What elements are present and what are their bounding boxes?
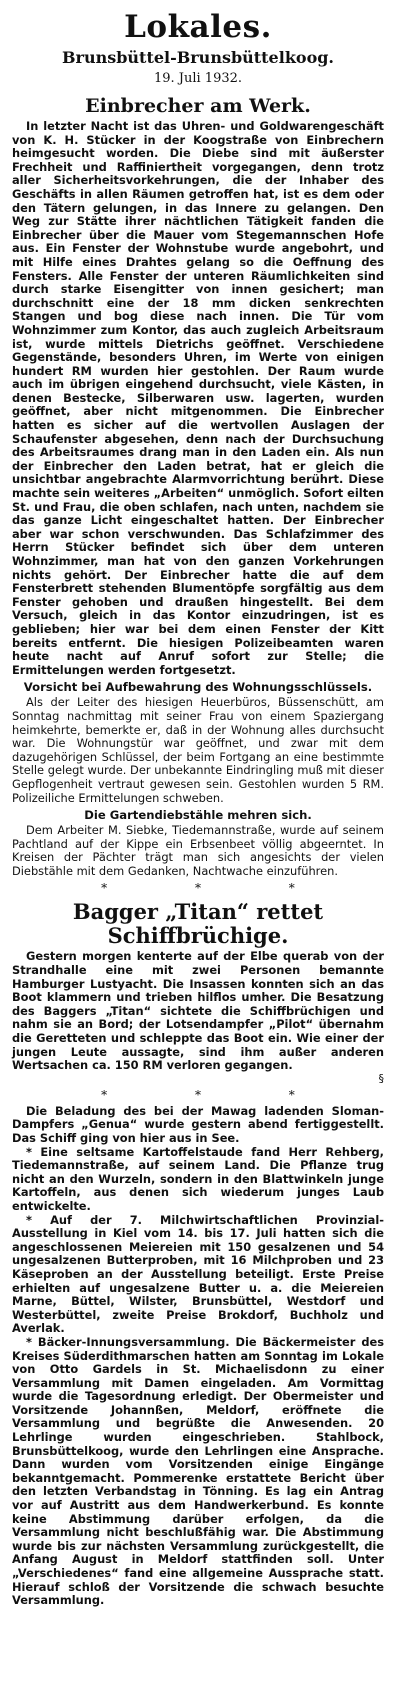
article-heading: Vorsicht bei Aufbewahrung des Wohnungsschlüssels.: [23, 680, 373, 695]
section-separator: * * *: [101, 1087, 337, 1102]
article-garden-thefts: [12, 808, 384, 878]
article-headline: Bagger „Titan“ rettet Schiffbrüchige.: [72, 899, 324, 949]
article-body: In letzter Nacht ist das Uhren- und Goldwarengeschäft von K. H. Stücker in der Koogstraße von Einbrechern heimgesucht worden. Die Diebe sind mit äußerster Frechheit und Raffiniertheit vorgegangen, denn trotz aller Sicherheitsvorkehrungen, die der Inhaber des Geschäfts in allen Räumen getroffen hat, ist es dem oder den Tätern gelungen, in das Innere zu gelangen. Den Weg zur Stätte ihrer nächtlichen Tätigkeit fanden die Einbrecher über die Mauer vom Stegemannschen Hofe aus. Ein Fenster der Wohnstube wurde angebohrt, und mit Hilfe eines Drahtes gelang so die Oeffnung des Fensters. Alle Fenster der unteren Räumlichkeiten sind durch starke Eisengitter von innen gesichert; man durchschnitt eine der 18 mm dicken senkrechten Stangen und bog diese nach innen. Die Tür vom Wohnzimmer zum Kontor, das auch zugleich Arbeitsraum ist, wurde mittels Dietrichs geöffnet. Verschiedene Gegenstände, besonders Uhren, im Werte von einigen hundert RM wurden hier gestohlen. Der Raum wurde auch im übrigen eingehend durchsucht, viele Kästen, in denen Bestecke, Silberwaren usw. lagerten, wurden geöffnet, aber nicht mitgenommen. Die Einbrecher hatten es sicher auf die wertvollen Auslagen der Schaufenster abgesehen, denn nach der Durchsuchung des Arbeitsraumes drang man in den Laden ein. Als nun der Einbrecher den Laden betrat, hat er gleich die unsichtbar angebrachte Alarmvorrichtung berührt. Diese machte sein weiteres „Arbeiten“ unmöglich. Sofort eilten St. und Frau, die oben schlafen, nach unten, nachdem sie das ganze Licht eingeschaltet hatten. Der Einbrecher aber war schon verschwunden. Das Schlafzimmer des Herrn Stücker befindet sich über dem unteren Wohnzimmer, man hat von den ganzen Vorkehrungen nichts gehört. Der Einbrecher hatte die auf dem Fensterbrett stehenden Blumentöpfe sorgfältig aus dem Fenster gehoben und draußen hingestellt. Bei dem Versuch, gleich in das Kontor einzudringen, ist es geblieben; hier war bei dem einen Fenster der Kitt bereits entfernt. Die hiesigen Polizeibeamten waren heute nacht auf Anruf sofort zur Stelle; die Ermittelungen werden fortgesetzt.: [12, 119, 384, 677]
article-body: Gestern morgen kenterte auf der Elbe querab von der Strandhalle eine mit zwei Personen bemannte Hamburger Lustyacht. Die Insassen konnten sich an das Boot klammern und trieben hilflos umher. Die Besatzung des Baggers „Titan“ sichtete die Schiffbrüchigen und nahm sie an Bord; der Lotsendampfer „Pilot“ übernahm die Geretteten und schleppte das Boot ein. Wie einer der jungen Leute aussagte, sind ihm außer anderen Wertsachen ca. 150 RM verloren gegangen.: [12, 949, 384, 1073]
issue-date: 19. Juli 1932.: [153, 71, 243, 86]
news-note: * Eine seltsame Kartoffelstaude fand Herr Rehberg, Tiedemannstraße, auf seinem Land. Die Pflanze trug nicht an den Wurzeln, sondern in den Blattwinkeln junge Kartoffeln, aus denen sich wiederum junges Laub entwickelte.: [12, 1144, 384, 1213]
article-headline: Einbrecher am Werk.: [85, 95, 311, 117]
news-note: * Auf der 7. Milchwirtschaftlichen Provinzial-Ausstellung in Kiel vom 14. bis 17. Juli hatten sich die angeschlossenen Meiereien mit 150 gesalzenen und 54 ungesalzenen Butterproben, mit 16 Milchproben und 23 Käseproben an der Ausstellung beteiligt. Erste Preise erhielten auf ungesalzene Butter u. a. die Meiereien Marne, Büttel, Wilster, Brunsbüttel, Westdorf und Westerbüttel, zweite Preise Brokdorf, Buchholz und Averlak.: [12, 1212, 384, 1336]
news-note: Die Beladung des bei der Mawag ladenden Sloman-Dampfers „Genua“ wurde gestern abend fertiggestellt. Das Schiff ging von hier aus in See.: [12, 1103, 384, 1145]
local-section-title: Brunsbüttel-Brunsbüttelkoog.: [62, 48, 334, 67]
local-notes: [12, 1105, 384, 1608]
article-titan-rescue: [12, 900, 384, 1084]
section-masthead: Lokales.: [124, 9, 272, 45]
section-separator: * * *: [101, 881, 337, 896]
article-heading: Die Gartendiebstähle mehren sich.: [84, 808, 312, 823]
article-body: Dem Arbeiter M. Siebke, Tiedemannstraße, wurde auf seinem Pachtland auf der Kippe ein Erbsenbeet völlig abgeerntet. In Kreisen der Pächter trägt man sich angesichts der vielen Diebstähle mit dem Gedanken, Nachtwache einzuführen.: [12, 823, 384, 878]
article-body: Als der Leiter des hiesigen Heuerbüros, Büssenschütt, am Sonntag nachmittag mit seiner Frau von einem Spaziergang heimkehrte, bemerkte er, daß in der Wohnung alles durchsucht war. Die Wohnungstür war geöffnet, und zwar mit dem dazugehörigen Schlüssel, der beim Fortgang an eine bestimmte Stelle gelegt wurde. Der unbekannte Eindringling muß mit dieser Gepflogenheit vertraut gewesen sein. Gestohlen wurden 5 RM. Polizeiliche Ermittelungen schweben.: [12, 695, 384, 805]
article-key-storage: [12, 680, 384, 805]
news-note: * Bäcker-Innungsversammlung. Die Bäckermeister des Kreises Süderdithmarschen hatten am Sonntag im Lokale von Otto Gardels in St. Michaelisdonn zu einer Versammlung mit Damen eingeladen. Am Vormittag wurde die Tagesordnung erledigt. Der Obermeister und Vorsitzende Johannßen, Meldorf, eröffnete die Versammlung und begrüßte die Anwesenden. 20 Lehrlinge wurden eingeschrieben. Stahlbock, Brunsbüttelkoog, wurde den Lehrlingen eine Ansprache. Dann wurden vom Vorsitzenden einige Eingänge bekanntgemacht. Pommerenke erstattete Bericht über den letzten Verbandstag in Tönning. Es lag ein Antrag vor auf Austritt aus dem Handwerkerbund. Es konnte keine Abstimmung darüber erfolgen, da die Versammlung nicht beschlußfähig war. Die Abstimmung wurde bis zur nächsten Versammlung zurückgestellt, die Anfang August in Meldorf stattfinden soll. Unter „Verschiedenes“ fand eine allgemeine Aussprache statt. Hierauf schloß der Vorsitzende die schwach besuchte Versammlung.: [12, 1334, 384, 1608]
article-burglary: [12, 94, 384, 677]
article-signoff: §: [378, 1071, 384, 1085]
